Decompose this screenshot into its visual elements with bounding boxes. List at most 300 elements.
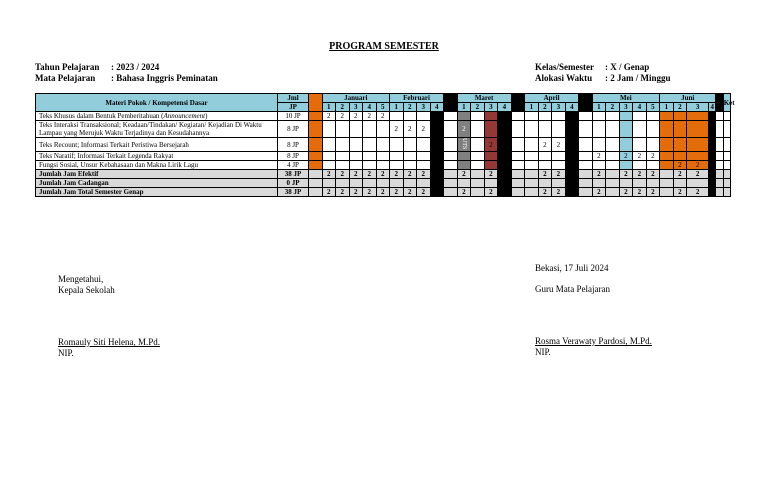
week-cell: 2 <box>322 188 336 197</box>
info-right <box>535 62 671 84</box>
week-cell <box>336 161 350 170</box>
week-cell <box>376 161 390 170</box>
week-cell <box>376 179 390 188</box>
week-cell <box>511 170 525 179</box>
week-cell <box>363 121 377 138</box>
week-cell <box>716 170 723 179</box>
week-cell: 2 <box>592 152 606 161</box>
program-semester-table <box>35 93 735 197</box>
info-row-kelas <box>535 62 671 73</box>
week-cell <box>660 170 674 179</box>
week-cell <box>606 121 620 138</box>
week-cell <box>673 179 687 188</box>
week-cell <box>660 179 674 188</box>
week-cell <box>606 179 620 188</box>
header-week: 1 <box>660 103 674 112</box>
week-cell <box>471 170 485 179</box>
week-cell <box>579 138 593 152</box>
header-month: Mei <box>592 94 660 103</box>
week-cell: 2 <box>322 112 336 121</box>
week-cell: 2 <box>484 170 498 179</box>
week-cell: 2 <box>633 170 647 179</box>
week-cell <box>646 161 660 170</box>
week-cell <box>471 188 485 197</box>
week-cell: 2 <box>592 188 606 197</box>
week-cell <box>403 179 417 188</box>
week-cell <box>511 112 525 121</box>
week-cell <box>498 170 512 179</box>
materi-text: Teks Khusus dalam Bentuk Pemberitahuan ( <box>39 112 164 120</box>
signature-right <box>535 263 652 358</box>
teacher-nip: NIP. <box>535 347 551 357</box>
week-cell: 2 <box>457 170 471 179</box>
week-cell <box>619 161 633 170</box>
header-jml: Jml <box>278 94 309 103</box>
ket-cell <box>723 121 730 138</box>
header-week: 4 <box>710 103 715 111</box>
jp-cell: 4 JP <box>278 161 309 170</box>
materi-italic: Announcement <box>163 112 206 120</box>
ket-cell <box>723 112 730 121</box>
sig-right-role: Guru Mata Pelajaran <box>535 284 610 294</box>
table-row <box>36 138 731 152</box>
week-cell: 2 <box>646 152 660 161</box>
info-label: Mata Pelajaran <box>35 73 96 83</box>
info-value: : 2 Jam / Minggu <box>605 73 671 83</box>
week-cell <box>525 170 539 179</box>
week-cell <box>511 161 525 170</box>
week-cell <box>484 161 498 170</box>
week-cell <box>660 112 674 121</box>
week-cell <box>579 161 593 170</box>
jp-cell: 38 JP <box>278 188 309 197</box>
week-cell <box>363 138 377 152</box>
week-cell: 2 <box>376 112 390 121</box>
week-cell <box>538 112 552 121</box>
week-cell: 2 <box>552 188 566 197</box>
week-cell <box>471 179 485 188</box>
week-cell <box>336 179 350 188</box>
jp-cell: 8 JP <box>278 121 309 138</box>
week-cell <box>363 179 377 188</box>
week-cell <box>390 138 404 152</box>
week-cell <box>390 152 404 161</box>
header-month: Februari <box>390 94 444 103</box>
ket-cell <box>723 179 730 188</box>
materi-cell <box>36 152 278 161</box>
week-cell <box>403 152 417 161</box>
week-cell <box>660 161 674 170</box>
week-cell <box>687 152 709 161</box>
jp-cell: 0 JP <box>278 179 309 188</box>
week-cell <box>709 138 716 152</box>
week-cell <box>349 121 363 138</box>
week-cell <box>349 152 363 161</box>
week-cell <box>538 179 552 188</box>
week-cell: 2 <box>376 188 390 197</box>
week-cell <box>709 152 716 161</box>
week-cell: 2 <box>646 188 660 197</box>
week-cell <box>687 179 709 188</box>
week-cell <box>498 152 512 161</box>
header-spacer <box>444 94 458 112</box>
header-week: 3 <box>687 103 709 112</box>
info-left <box>35 62 218 84</box>
sig-right-date: Bekasi, 17 Juli 2024 <box>535 263 609 273</box>
week-cell <box>592 138 606 152</box>
week-cell <box>444 188 458 197</box>
week-cell <box>619 138 633 152</box>
week-cell <box>579 121 593 138</box>
week-cell <box>709 179 716 188</box>
week-cell <box>525 138 539 152</box>
week-cell: 2 <box>390 121 404 138</box>
header-month: Maret <box>457 94 511 103</box>
header-week: 3 <box>349 103 363 112</box>
week-cell: 2 <box>390 170 404 179</box>
week-cell: 2 <box>687 161 709 170</box>
week-cell <box>309 179 323 188</box>
header-week: 2 <box>336 103 350 112</box>
header-ket: Ket <box>723 94 730 112</box>
week-cell: 2 <box>349 112 363 121</box>
info-value: : X / Genap <box>605 62 650 72</box>
headmaster-name: Romauly Siti Helena, M.Pd. <box>58 337 160 347</box>
week-cell: 2 <box>673 170 687 179</box>
header-week: 1 <box>390 103 404 112</box>
week-cell <box>511 179 525 188</box>
week-cell <box>525 179 539 188</box>
header-week: 4 <box>363 103 377 112</box>
week-cell <box>633 138 647 152</box>
week-cell: 2 <box>619 170 633 179</box>
summary-row <box>36 170 731 179</box>
week-cell <box>430 188 444 197</box>
week-cell <box>606 161 620 170</box>
ket-cell <box>723 170 730 179</box>
week-cell <box>457 138 471 152</box>
week-cell <box>349 179 363 188</box>
week-cell: 2 <box>673 161 687 170</box>
week-cell <box>525 152 539 161</box>
week-cell: 2 <box>552 138 566 152</box>
week-cell <box>444 152 458 161</box>
week-cell <box>633 179 647 188</box>
jp-cell: 8 JP <box>278 138 309 152</box>
week-cell: 2 <box>403 188 417 197</box>
week-cell <box>322 121 336 138</box>
week-cell <box>363 161 377 170</box>
week-cell: 2 <box>633 188 647 197</box>
materi-cell <box>36 121 278 138</box>
header-materi: Materi Pokok / Kompetensi Dasar <box>36 94 278 112</box>
week-cell <box>444 138 458 152</box>
week-cell <box>646 138 660 152</box>
header-week: 2 <box>471 103 485 112</box>
header-week: 5 <box>646 103 660 112</box>
week-cell <box>457 152 471 161</box>
summary-row <box>36 188 731 197</box>
week-cell <box>646 179 660 188</box>
headmaster-nip: NIP. <box>58 348 74 358</box>
week-cell <box>716 112 723 121</box>
week-cell <box>592 179 606 188</box>
ket-cell <box>723 152 730 161</box>
week-cell <box>660 121 674 138</box>
week-cell <box>565 152 579 161</box>
week-cell <box>417 161 431 170</box>
week-cell: 2 <box>336 112 350 121</box>
week-cell <box>660 188 674 197</box>
week-cell <box>592 161 606 170</box>
jp-cell: 38 JP <box>278 170 309 179</box>
week-cell <box>709 121 716 138</box>
week-cell: 2 <box>363 112 377 121</box>
week-cell <box>660 138 674 152</box>
week-cell: 2 <box>619 188 633 197</box>
week-cell <box>525 121 539 138</box>
week-cell <box>525 188 539 197</box>
info-value: : Bahasa Inggris Peminatan <box>111 73 218 83</box>
week-cell <box>471 161 485 170</box>
week-cell <box>471 112 485 121</box>
table-row <box>36 112 731 121</box>
week-cell <box>498 138 512 152</box>
header-week: 1 <box>592 103 606 112</box>
week-cell <box>322 138 336 152</box>
week-cell <box>709 170 716 179</box>
week-cell <box>336 121 350 138</box>
header-jp: JP <box>278 103 309 112</box>
week-cell: 2 <box>336 170 350 179</box>
page-title: PROGRAM SEMESTER <box>329 41 439 52</box>
week-cell <box>716 179 723 188</box>
week-cell: 2 <box>349 170 363 179</box>
info-row-alokasi <box>535 73 671 84</box>
week-cell <box>619 179 633 188</box>
materi-text: Teks Recount; Informasi Terkait Peristiwa Bersejarah <box>39 140 189 149</box>
week-cell <box>376 138 390 152</box>
week-cell <box>444 179 458 188</box>
header-week: 2 <box>606 103 620 112</box>
header-spacer <box>716 94 723 112</box>
week-cell: 2 <box>673 188 687 197</box>
week-cell <box>309 138 323 152</box>
week-cell <box>430 152 444 161</box>
week-cell <box>606 188 620 197</box>
header-week: 3 <box>552 103 566 112</box>
week-cell <box>498 121 512 138</box>
week-cell: 2 <box>484 188 498 197</box>
header-week: 4 <box>430 103 444 112</box>
week-cell <box>579 112 593 121</box>
materi-text: Teks Naratif; Informasi Terkait Legenda Rakyat <box>39 152 174 161</box>
week-cell <box>579 170 593 179</box>
week-cell <box>619 112 633 121</box>
header-week: 3 <box>417 103 431 112</box>
week-cell: 2 <box>336 188 350 197</box>
week-cell <box>484 112 498 121</box>
week-cell <box>471 138 485 152</box>
week-cell <box>403 161 417 170</box>
week-cell <box>673 121 687 138</box>
week-cell <box>673 138 687 152</box>
week-cell <box>716 188 723 197</box>
week-cell: 2 <box>322 170 336 179</box>
summary-label: Jumlah Jam Efektif <box>36 170 278 179</box>
week-cell: 2 <box>363 170 377 179</box>
ket-cell <box>723 188 730 197</box>
week-cell: 2 <box>687 188 709 197</box>
week-cell: 2 <box>417 170 431 179</box>
week-cell <box>430 170 444 179</box>
week-cell <box>709 112 716 121</box>
week-cell <box>592 112 606 121</box>
week-cell <box>525 112 539 121</box>
week-cell <box>322 152 336 161</box>
week-cell <box>633 121 647 138</box>
week-cell <box>457 179 471 188</box>
week-cell <box>444 121 458 138</box>
vertical-note: UTS <box>460 138 467 150</box>
week-cell <box>403 138 417 152</box>
summary-label: Jumlah Jam Cadangan <box>36 179 278 188</box>
week-cell: 2 <box>565 188 579 197</box>
week-cell: 2 <box>403 121 417 138</box>
header-row-months <box>36 94 731 103</box>
week-cell <box>606 112 620 121</box>
week-cell <box>538 121 552 138</box>
week-cell <box>716 121 723 138</box>
week-cell <box>687 112 709 121</box>
week-cell <box>579 188 593 197</box>
week-cell <box>552 112 566 121</box>
week-cell <box>606 170 620 179</box>
summary-label: Jumlah Jam Total Semester Genap <box>36 188 278 197</box>
week-cell: 2 <box>376 170 390 179</box>
week-cell <box>430 179 444 188</box>
week-cell: 2 <box>417 121 431 138</box>
week-cell <box>606 138 620 152</box>
week-cell <box>444 170 458 179</box>
table-row <box>36 161 731 170</box>
week-cell <box>336 152 350 161</box>
sig-left-line2: Kepala Sekolah <box>58 285 115 295</box>
week-cell <box>660 152 674 161</box>
week-cell <box>390 161 404 170</box>
header-week: 1 <box>525 103 539 112</box>
header-spacer <box>511 94 525 112</box>
week-cell <box>579 152 593 161</box>
header-week: 3 <box>484 103 498 112</box>
week-cell <box>511 138 525 152</box>
week-cell <box>579 179 593 188</box>
week-cell <box>565 179 579 188</box>
info-label: Kelas/Semester <box>535 62 594 72</box>
week-cell: 2 <box>592 170 606 179</box>
week-cell <box>457 112 471 121</box>
materi-tail: ) <box>205 112 208 120</box>
header-week: 4 <box>633 103 647 112</box>
week-cell <box>606 152 620 161</box>
materi-cell <box>36 112 278 121</box>
week-cell: 2 <box>417 188 431 197</box>
week-cell <box>309 121 323 138</box>
week-cell <box>484 152 498 161</box>
ket-cell <box>723 138 730 152</box>
week-cell <box>471 152 485 161</box>
week-cell: 2 <box>538 188 552 197</box>
week-cell <box>309 152 323 161</box>
header-week: 2 <box>538 103 552 112</box>
summary-row <box>36 179 731 188</box>
week-cell: 2 <box>552 170 566 179</box>
week-cell <box>363 152 377 161</box>
week-cell <box>444 112 458 121</box>
header-week: 5 <box>376 103 390 112</box>
info-label: Alokasi Waktu <box>535 73 593 83</box>
week-cell <box>646 121 660 138</box>
header-month: Januari <box>322 94 390 103</box>
header-month: Juni <box>660 94 716 103</box>
week-cell <box>309 170 323 179</box>
week-cell <box>376 152 390 161</box>
week-cell <box>403 112 417 121</box>
week-cell: 2 <box>646 170 660 179</box>
week-cell <box>417 179 431 188</box>
week-cell <box>417 112 431 121</box>
table-row <box>36 152 731 161</box>
week-cell: 2 <box>403 170 417 179</box>
teacher-name: Rosma Verawaty Pardosi, M.Pd. <box>535 336 652 346</box>
materi-cell <box>36 161 278 170</box>
week-cell <box>376 121 390 138</box>
week-cell <box>322 179 336 188</box>
week-cell: 2 <box>687 170 709 179</box>
week-cell <box>552 179 566 188</box>
week-cell <box>552 121 566 138</box>
week-cell <box>430 138 444 152</box>
week-cell: 2 <box>619 152 633 161</box>
week-cell <box>498 161 512 170</box>
week-cell <box>687 121 709 138</box>
materi-cell <box>36 138 278 152</box>
header-week: 2 <box>403 103 417 112</box>
info-row-mapel <box>35 73 218 84</box>
week-cell <box>552 161 566 170</box>
jp-cell: 8 JP <box>278 152 309 161</box>
week-cell <box>430 121 444 138</box>
week-cell <box>709 161 716 170</box>
week-cell: 2 <box>565 138 579 152</box>
week-cell <box>565 112 579 121</box>
week-cell <box>484 121 498 138</box>
week-cell <box>565 121 579 138</box>
week-cell <box>390 112 404 121</box>
week-cell: 2 <box>457 188 471 197</box>
week-cell <box>511 152 525 161</box>
signature-left <box>58 274 160 359</box>
week-cell <box>687 138 709 152</box>
info-row-tahun <box>35 62 218 73</box>
week-cell <box>471 121 485 138</box>
week-cell <box>390 179 404 188</box>
week-cell <box>525 161 539 170</box>
week-cell <box>619 121 633 138</box>
materi-text: Fungsi Sosial, Unsur Kebahasaan dan Makna Lirik Lagu <box>39 161 199 170</box>
table-row <box>36 121 731 138</box>
jp-cell: 10 JP <box>278 112 309 121</box>
